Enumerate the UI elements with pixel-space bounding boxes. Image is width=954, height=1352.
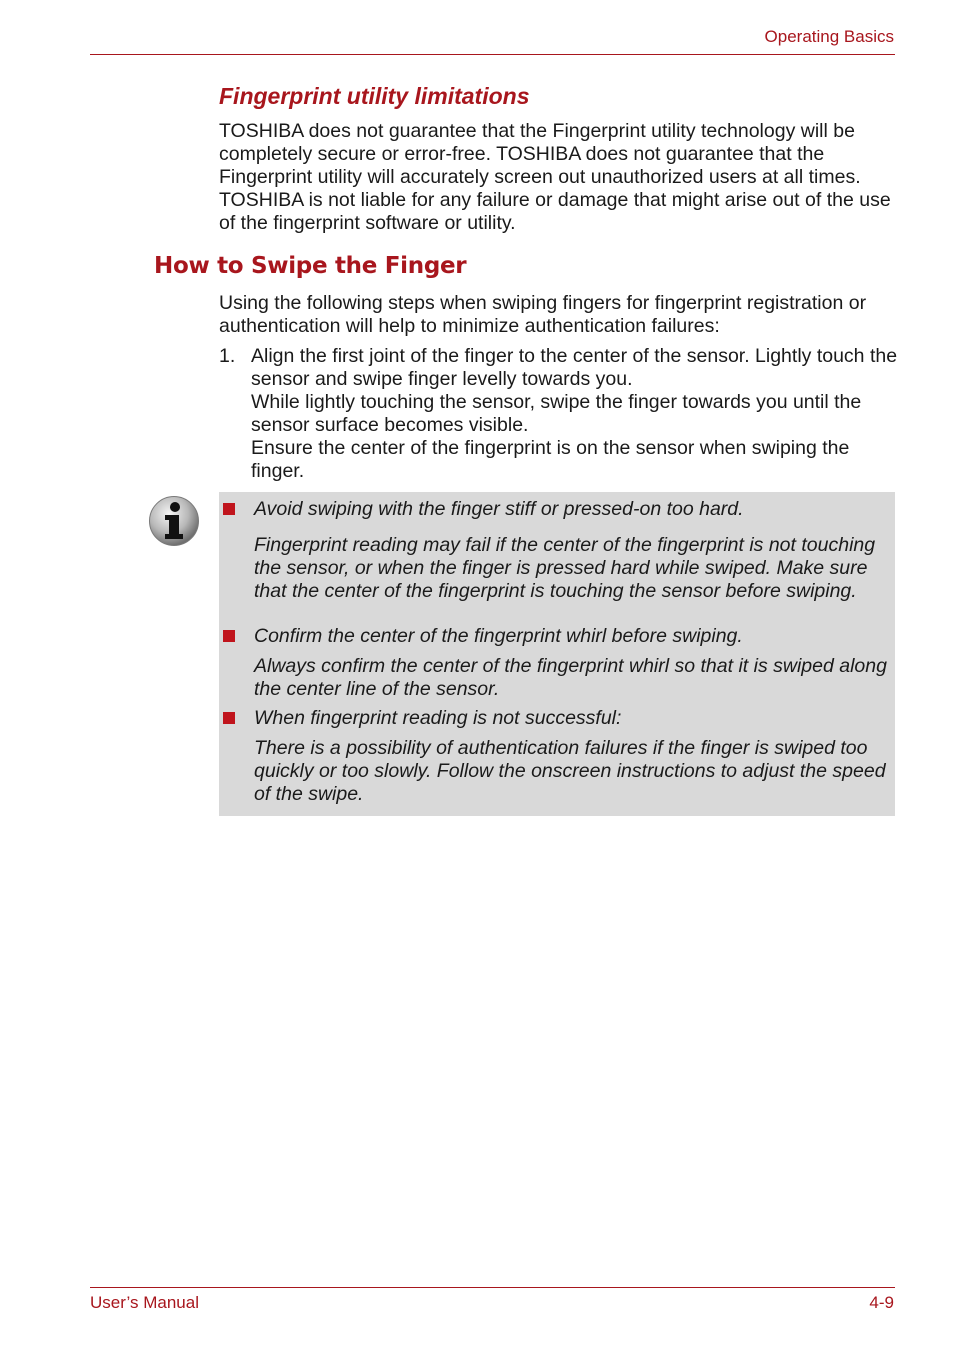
footer-rule [90, 1287, 895, 1288]
note-detail: There is a possibility of authentication failures if the finger is swiped too quickly or too slowly. Follow the onscreen instructions to adjust the speed of the swipe. [254, 737, 886, 805]
note-detail: Fingerprint reading may fail if the center of the fingerprint is not touching the sensor, or when the finger is pressed hard while swiped. Make sure that the center of the fingerprint is touching the sensor before swiping. [254, 534, 876, 602]
section-heading-swipe-finger: How to Swipe the Finger [154, 253, 467, 279]
limitations-paragraph: TOSHIBA does not guarantee that the Fingerprint utility technology will be completely secure or error-free. TOSHIBA does not guarantee that the Fingerprint utility will accurately screen out unauthorized users at all times. TOSHIBA is not liable for any failure or damage that might arise out of the use of the fingerprint software or utility. [219, 120, 891, 234]
square-bullet-icon [223, 712, 235, 724]
step-instruction: While lightly touching the sensor, swipe the finger towards you until the sensor surface becomes visible. [251, 391, 862, 436]
step-instruction: Align the first joint of the finger to the center of the sensor. Lightly touch the sensor and swipe finger levelly towards you. [251, 345, 898, 390]
running-header: Operating Basics [764, 27, 894, 46]
page-number: 4-9 [869, 1293, 894, 1312]
note-box [219, 492, 895, 816]
note-lead: Avoid swiping with the finger stiff or pressed-on too hard. [254, 498, 744, 520]
step-number: 1. [219, 345, 236, 367]
info-icon [148, 495, 200, 547]
step-body [251, 345, 899, 483]
step-instruction: Ensure the center of the fingerprint is on the sensor when swiping the finger. [251, 437, 850, 482]
note-lead: When fingerprint reading is not successful: [254, 707, 622, 729]
sub-heading-fingerprint-limitations: Fingerprint utility limitations [219, 83, 530, 109]
note-lead: Confirm the center of the fingerprint whirl before swiping. [254, 625, 743, 647]
square-bullet-icon [223, 630, 235, 642]
footer-manual-title: User’s Manual [90, 1293, 199, 1312]
square-bullet-icon [223, 503, 235, 515]
header-rule [90, 54, 895, 55]
intro-paragraph: Using the following steps when swiping fingers for fingerprint registration or authentication will help to minimize authentication failures: [219, 292, 867, 337]
note-detail: Always confirm the center of the fingerprint whirl so that it is swiped along the center line of the sensor. [254, 655, 887, 700]
